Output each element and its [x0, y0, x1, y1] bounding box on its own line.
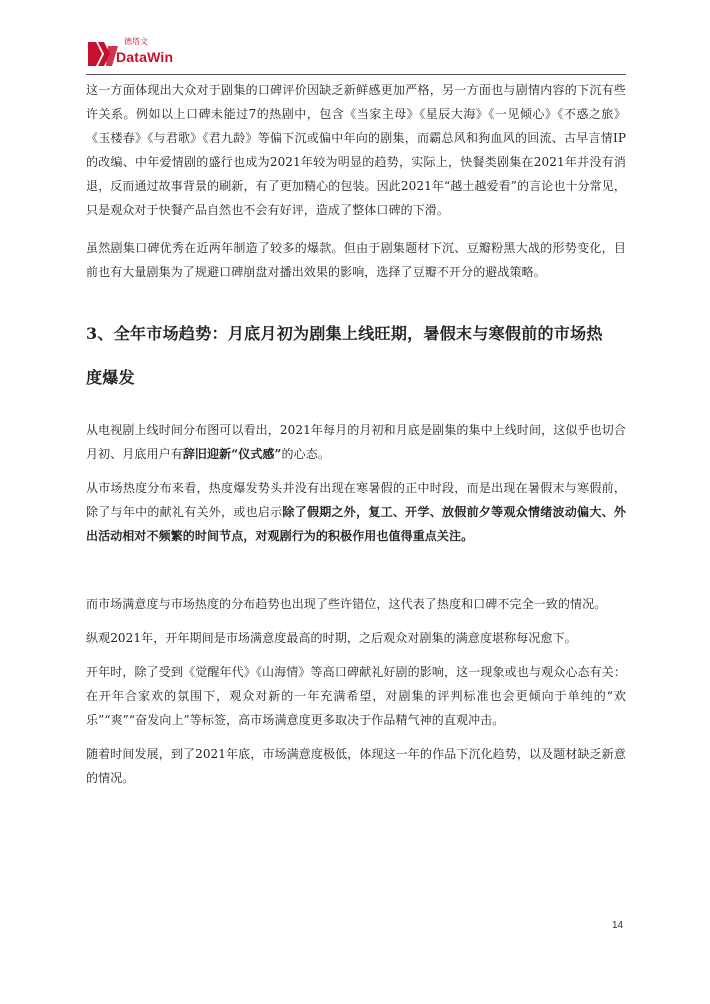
section-heading	[86, 312, 626, 400]
paragraph-3-emphasis: 辞旧迎新“仪式感”	[182, 447, 282, 461]
datawin-logo	[86, 34, 246, 74]
header-divider	[86, 74, 626, 75]
paragraph-2: 虽然剧集口碑优秀在近两年制造了较多的爆款。但由于剧集题材下沉、豆瓣粉黑大战的形势变化，目前也有大量剧集为了规避口碑崩盘对播出效果的影响，选择了豆瓣不开分的避战策略。	[86, 241, 626, 279]
page-number: 14	[612, 920, 624, 931]
paragraph-4-emphasis: 除了假期之外，复工、开学、放假前夕等观众情绪波动偏大、外出活动相对不频繁的时间节点，对观剧行为的积极作用也值得重点关注。	[86, 505, 626, 543]
paragraph-6: 纵观2021年，开年期间是市场满意度最高的时期，之后观众对剧集的满意度堪称每况愈下。	[86, 631, 577, 645]
paragraph-3	[86, 418, 626, 466]
paragraph-4-text-a: 从市场热度分布来看，热度爆发势头并没有出现在寒暑假的正中时段，而是出现在暑假末与寒假前，除了与年中的献礼有关外，或也启示	[86, 481, 626, 519]
logo-chinese-text: 德塔文	[124, 37, 148, 46]
datawin-logo-icon	[86, 38, 120, 70]
paragraph-3-text-a: 从电视剧上线时间分布图可以看出，2021年每月的月初和月底是剧集的集中上线时间，这似乎也切合月初、月底用户有	[86, 423, 626, 461]
paragraph-7: 开年时，除了受到《觉醒年代》《山海情》等高口碑献礼好剧的影响，这一现象或也与观众心态有关：在开年合家欢的氛围下，观众对新的一年充满希望，对剧集的评判标准也会更倾向于单纯的“欢乐”“爽”“奋发向上”等标签，高市场满意度更多取决于作品精气神的直观冲击。	[86, 665, 626, 727]
page-header	[86, 30, 626, 76]
section-heading-line-1: 3、全年市场趋势：月底月初为剧集上线旺期，暑假末与寒假前的市场热	[86, 324, 603, 343]
logo-english-text: DataWin	[116, 49, 174, 65]
section-heading-line-2: 度爆发	[86, 368, 135, 387]
paragraph-8: 随着时间发展，到了2021年底，市场满意度极低，体现这一年的作品下沉化趋势，以及题材缺乏新意的情况。	[86, 747, 626, 785]
paragraph-5: 而市场满意度与市场热度的分布趋势也出现了些许错位，这代表了热度和口碑不完全一致的情况。	[86, 597, 607, 611]
paragraph-4	[86, 476, 626, 548]
paragraph-1: 这一方面体现出大众对于剧集的口碑评价因缺乏新鲜感更加严格，另一方面也与剧情内容的下沉有些许关系。例如以上口碑未能过7的热剧中，包含《当家主母》《星辰大海》《一见倾心》《不惑之旅》《玉楼春》《与君歌》《君九龄》等偏下沉或偏中年向的剧集，而霸总风和狗血风的回流、古早言情IP的改编、中年爱情剧的盛行也成为2021年较为明显的趋势，实际上，快餐类剧集在2021年并没有消退，反而通过故事背景的刷新，有了更加精心的包装。因此2021年“越土越爱看”的言论也十分常见，只是观众对于快餐产品自然也不会有好评，造成了整体口碑的下滑。	[86, 83, 626, 217]
paragraph-3-text-c: 的心态。	[281, 447, 330, 461]
document-body	[86, 78, 626, 790]
